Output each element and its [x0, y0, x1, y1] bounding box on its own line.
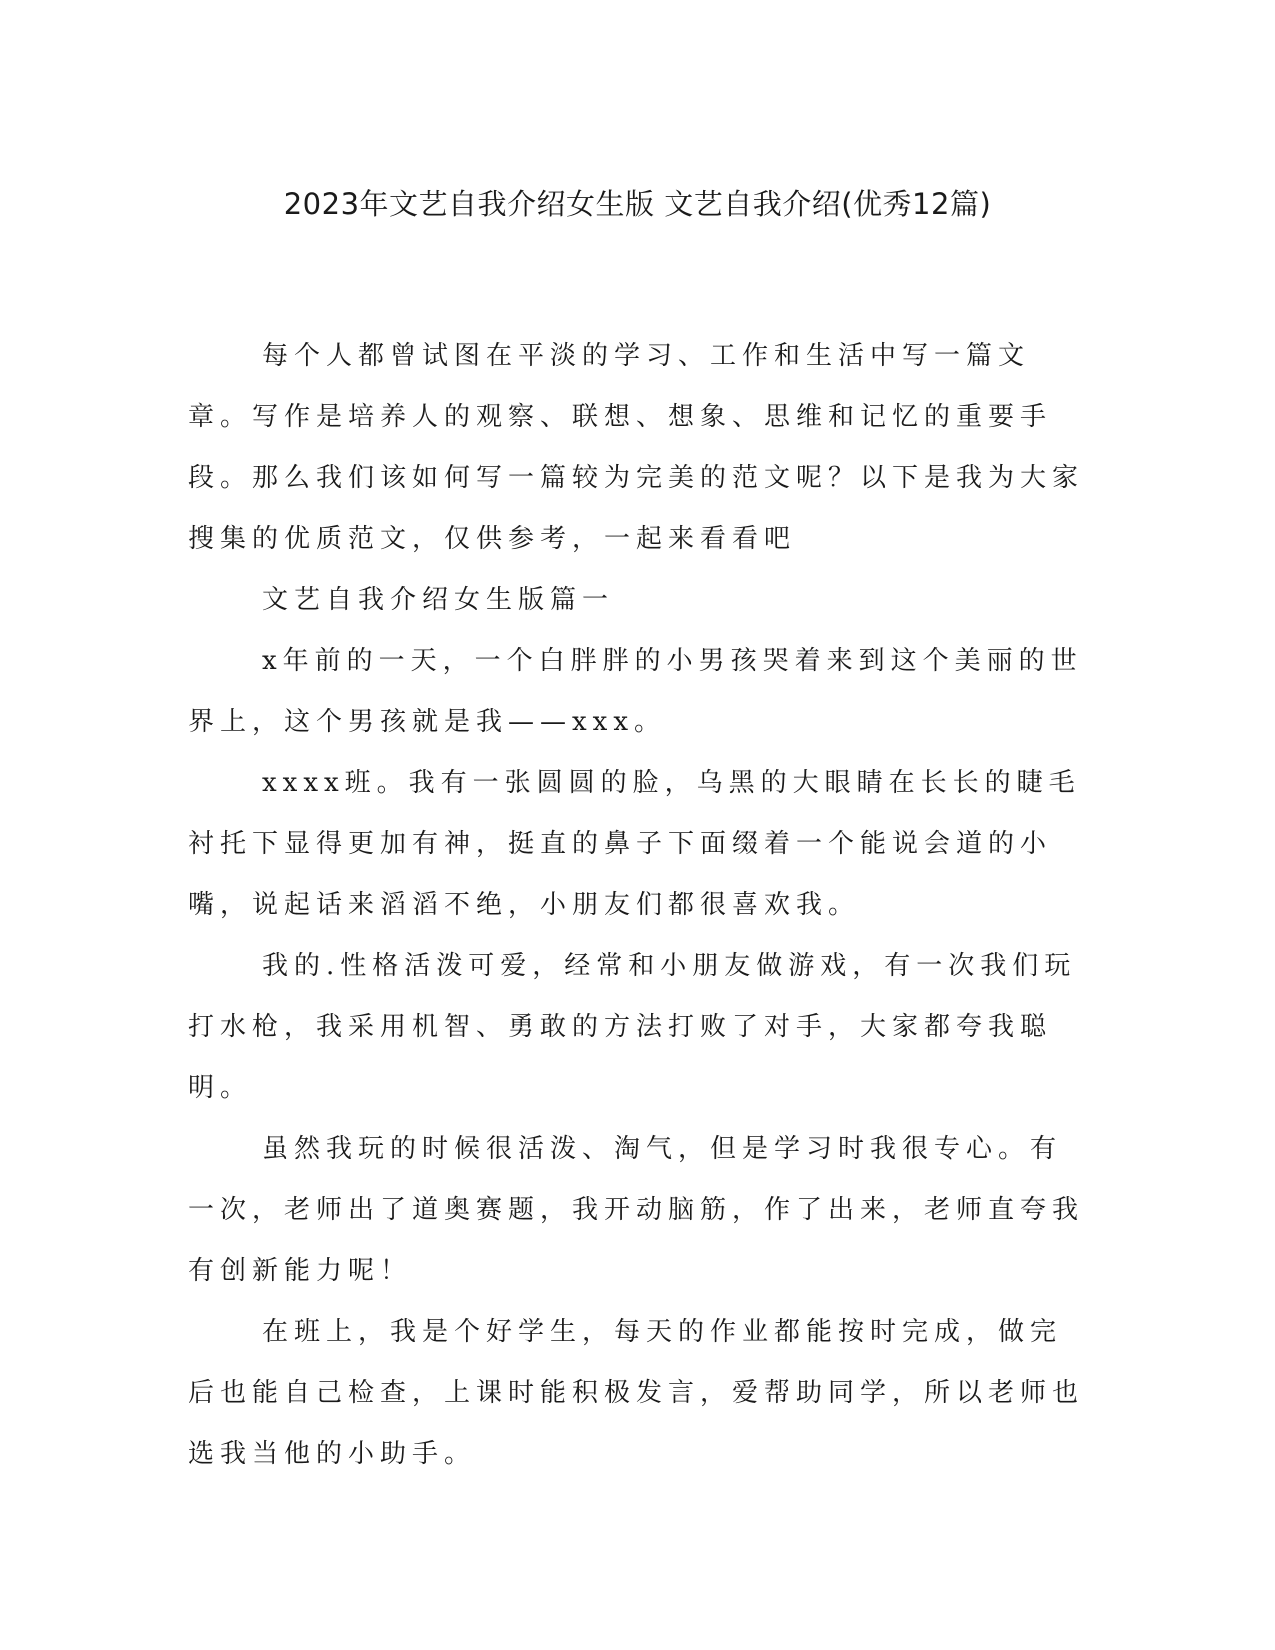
intro-paragraph: 每个人都曾试图在平淡的学习、工作和生活中写一篇文章。写作是培养人的观察、联想、想象、思维和记忆的重要手段。那么我们该如何写一篇较为完美的范文呢？以下是我为大家搜集的优质范文，仅供参考，一起来看看吧 — [188, 341, 1085, 554]
section-heading: 文艺自我介绍女生版篇一 — [262, 585, 615, 615]
body-paragraph: x年前的一天，一个白胖胖的小男孩哭着来到这个美丽的世界上，这个男孩就是我——xxx。 — [188, 646, 1083, 737]
body-paragraph: 虽然我玩的时候很活泼、淘气，但是学习时我很专心。有一次，老师出了道奥赛题，我开动脑筋，作了出来，老师直夸我有创新能力呢！ — [188, 1134, 1085, 1286]
document-body — [188, 326, 1088, 1485]
body-paragraph: 我的.性格活泼可爱，经常和小朋友做游戏，有一次我们玩打水枪，我采用机智、勇敢的方法打败了对手，大家都夸我聪明。 — [188, 951, 1077, 1103]
body-paragraph: 在班上，我是个好学生，每天的作业都能按时完成，做完后也能自己检查，上课时能积极发言，爱帮助同学，所以老师也选我当他的小助手。 — [188, 1317, 1085, 1469]
body-paragraph: xxxx班。我有一张圆圆的脸，乌黑的大眼睛在长长的睫毛衬托下显得更加有神，挺直的鼻子下面缀着一个能说会道的小嘴，说起话来滔滔不绝，小朋友们都很喜欢我。 — [188, 768, 1081, 920]
document-title: 2023年文艺自我介绍女生版 文艺自我介绍(优秀12篇) — [283, 187, 992, 221]
